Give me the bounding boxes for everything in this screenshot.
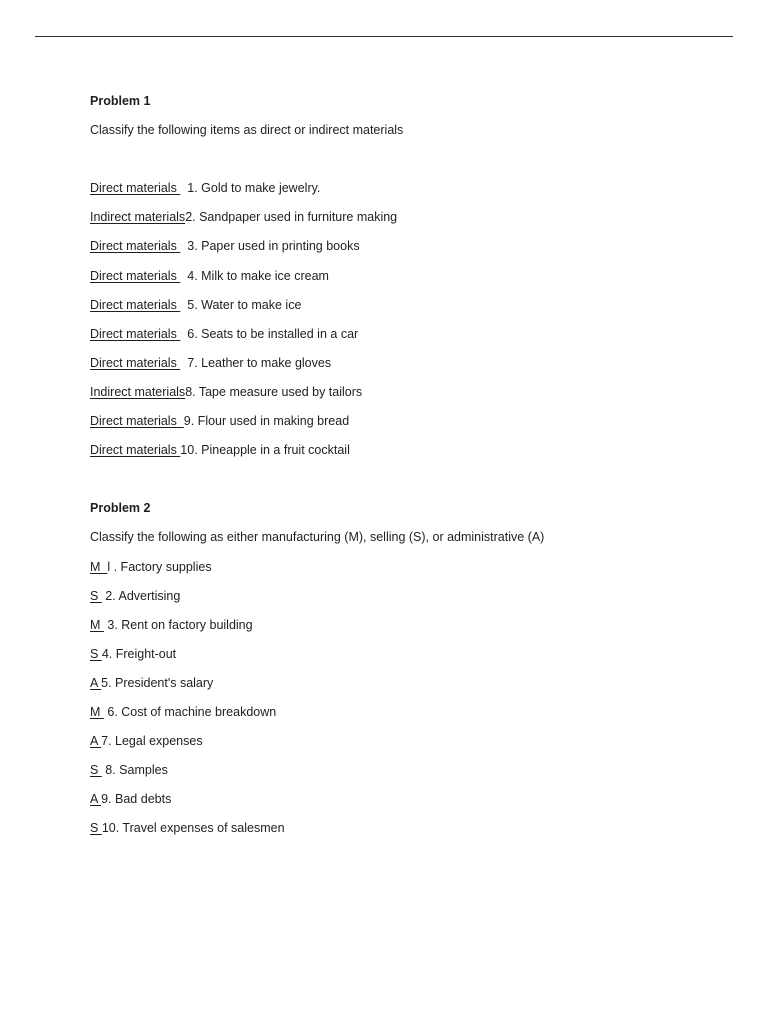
problem2-item-text: l . Factory supplies <box>107 559 212 574</box>
problem1-item <box>90 355 730 384</box>
problem2-item-text: 6. Cost of machine breakdown <box>103 704 277 719</box>
problem1-answer: Direct materials <box>90 239 181 254</box>
problem2-item <box>90 675 730 704</box>
problem2-item <box>90 820 730 849</box>
spacer <box>90 151 730 180</box>
problem2-answer: A <box>90 734 102 749</box>
problem1-answer: Direct materials <box>90 268 181 283</box>
problem1-item-text: 5. Water to make ice <box>180 297 302 312</box>
problem1-item <box>90 209 730 238</box>
problem2-instruction: Classify the following as either manufacturing (M), selling (S), or administrative (A) <box>90 530 545 545</box>
problem2-item <box>90 733 730 762</box>
problem2-answer: A <box>90 792 102 807</box>
problem2-answer: S <box>90 821 102 836</box>
problem2-answer: S <box>90 763 102 778</box>
header-rule <box>35 36 733 37</box>
problem1-item-text: 4. Milk to make ice cream <box>180 268 329 283</box>
problem2-item-text: 2. Advertising <box>101 588 181 603</box>
problem2-answer: M <box>90 704 104 719</box>
problem1-answer: Direct materials <box>90 181 181 196</box>
problem2-item <box>90 646 730 675</box>
problem1-item <box>90 384 730 413</box>
problem2-item <box>90 588 730 617</box>
problem2-answer: S <box>90 588 102 603</box>
problem2-item-text: 7. Legal expenses <box>101 734 203 749</box>
problem2-item-text: 4. Freight-out <box>101 646 177 661</box>
problem1-item <box>90 442 730 471</box>
problem1-answer: Direct materials <box>90 443 181 458</box>
problem1-item <box>90 297 730 326</box>
problem2-answer: M <box>90 559 108 574</box>
problem1-answer: Direct materials <box>90 355 181 370</box>
problem2-item-text: 3. Rent on factory building <box>103 617 253 632</box>
problem1-answer: Indirect materials <box>90 384 186 399</box>
document-body <box>90 93 730 849</box>
problem2-item-text: 10. Travel expenses of salesmen <box>101 821 285 836</box>
problem2-answer: S <box>90 646 102 661</box>
problem1-answer: Direct materials <box>90 326 181 341</box>
problem1-item-text: 1. Gold to make jewelry. <box>180 181 321 196</box>
problem2-answer: A <box>90 675 102 690</box>
spacer <box>90 471 730 500</box>
problem1-item-text: 7. Leather to make gloves <box>180 355 332 370</box>
problem1-item-text: 10. Pineapple in a fruit cocktail <box>180 443 350 458</box>
problem2-item <box>90 791 730 820</box>
problem1-title: Problem 1 <box>90 94 151 108</box>
problem1-item <box>90 238 730 267</box>
problem2-item <box>90 762 730 791</box>
problem1-item <box>90 268 730 297</box>
problem1-instruction: Classify the following items as direct or indirect materials <box>90 123 404 138</box>
problem1-item-text: 8. Tape measure used by tailors <box>185 384 363 399</box>
problem2-item <box>90 559 730 588</box>
problem2-item-text: 5. President's salary <box>101 675 214 690</box>
problem1-item-text: 9. Flour used in making bread <box>183 414 350 429</box>
problem2-item-text: 8. Samples <box>101 763 168 778</box>
problem2-answer: M <box>90 617 104 632</box>
problem1-answer: Indirect materials <box>90 210 186 225</box>
problem1-item <box>90 326 730 355</box>
problem1-item <box>90 180 730 209</box>
problem1-item <box>90 413 730 442</box>
problem1-item-text: 3. Paper used in printing books <box>180 239 360 254</box>
problem2-item <box>90 704 730 733</box>
problem2-title: Problem 2 <box>90 501 151 516</box>
problem1-answer: Direct materials <box>90 297 181 312</box>
problem2-item <box>90 617 730 646</box>
problem2-item-text: 9. Bad debts <box>101 792 172 807</box>
problem1-item-text: 6. Seats to be installed in a car <box>180 326 359 341</box>
problem1-item-text: 2. Sandpaper used in furniture making <box>185 210 398 225</box>
problem1-answer: Direct materials <box>90 414 184 429</box>
